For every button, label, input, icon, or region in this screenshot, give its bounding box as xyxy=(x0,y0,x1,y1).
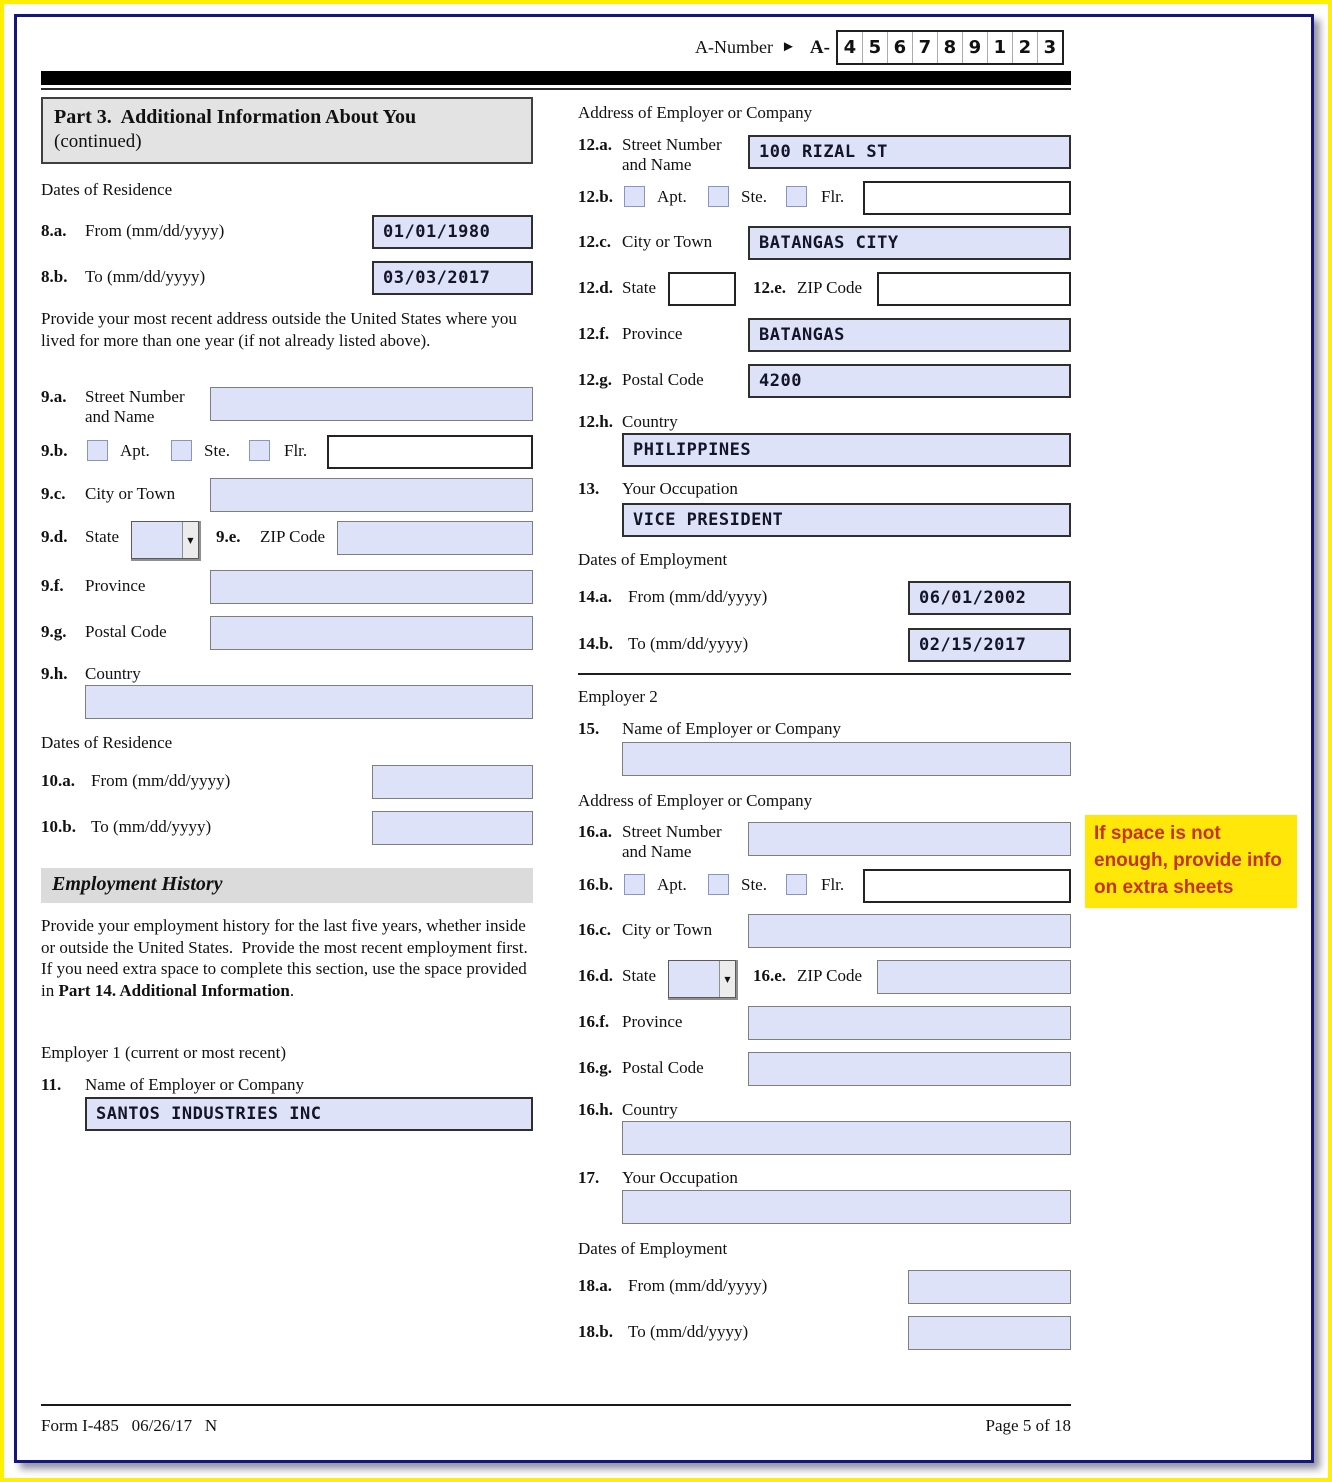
ste-checkbox-9b[interactable] xyxy=(171,440,192,461)
field-12d-state-input[interactable] xyxy=(668,272,736,306)
field-16b-number: 16.b. xyxy=(578,875,613,894)
recent-address-intro: Provide your most recent address outside the United States where you lived for more than one year (if not already listed above). xyxy=(41,309,522,350)
row-8a xyxy=(41,215,533,249)
a-number-digit[interactable]: 7 xyxy=(912,32,937,63)
field-12c-city-input[interactable]: BATANGAS CITY xyxy=(748,226,1071,260)
field-16g-label: 16.g. Postal Code xyxy=(578,1058,704,1077)
form-edition: Form I-485 06/26/17 N xyxy=(41,1416,218,1435)
footer xyxy=(41,1416,1071,1436)
field-10a-label: 10.a. From (mm/dd/yyyy) xyxy=(41,771,231,790)
row-16g xyxy=(578,1052,1071,1086)
part3-header xyxy=(41,97,533,164)
field-14a-from-input[interactable]: 06/01/2002 xyxy=(908,581,1071,615)
ste-checkbox-16b[interactable] xyxy=(708,874,729,895)
field-9b-number: 9.b. xyxy=(41,441,68,460)
row-18a xyxy=(578,1270,1071,1304)
field-15-label: 15. Name of Employer or Company xyxy=(578,719,842,738)
a-number-digit[interactable]: 9 xyxy=(962,32,987,63)
employer1-address-heading: Address of Employer or Company xyxy=(578,103,813,122)
row-16f xyxy=(578,1006,1071,1040)
row-8b xyxy=(41,261,533,295)
row-11 xyxy=(41,1097,533,1131)
row-12c xyxy=(578,226,1071,260)
row-12d-12e xyxy=(578,272,1071,306)
row-12g xyxy=(578,364,1071,398)
field-12a-label: 12.a. Street Number and Name xyxy=(578,135,722,174)
row-9a xyxy=(41,387,533,431)
field-9e-label: 9.e. ZIP Code xyxy=(216,527,326,546)
field-12g-postal-input[interactable]: 4200 xyxy=(748,364,1071,398)
pointer-arrow-icon: ► xyxy=(780,39,796,55)
field-12c-label: 12.c. City or Town xyxy=(578,232,713,251)
row-9c xyxy=(41,478,533,512)
field-11-label: 11. Name of Employer or Company xyxy=(41,1075,305,1094)
field-8a-from-input[interactable]: 01/01/1980 xyxy=(372,215,533,249)
field-14b-label: 14.b. To (mm/dd/yyyy) xyxy=(578,634,749,653)
field-9c-city-input[interactable] xyxy=(210,478,533,512)
a-number-digit[interactable]: 5 xyxy=(862,32,887,63)
state-dropdown-value xyxy=(132,522,182,558)
row-17 xyxy=(578,1190,1071,1224)
chevron-down-icon[interactable]: ▼ xyxy=(719,961,735,997)
field-9c-label: 9.c. City or Town xyxy=(41,484,176,503)
field-9f-province-input[interactable] xyxy=(210,570,533,604)
row-12b xyxy=(578,181,1071,215)
field-9f-label: 9.f. Province xyxy=(41,576,146,595)
field-8b-to-input[interactable]: 03/03/2017 xyxy=(372,261,533,295)
field-18a-label: 18.a. From (mm/dd/yyyy) xyxy=(578,1276,768,1295)
part3-title: Part 3. Additional Information About You xyxy=(54,106,417,128)
field-14b-to-input[interactable]: 02/15/2017 xyxy=(908,628,1071,662)
row-12a xyxy=(578,135,1071,179)
employment-intro: Provide your employment history for the last five years, whether inside or outside the United States. Provide the most recent employment first. If you need extra space to complete this section, use the space provided in Part 14. Additional Information. xyxy=(41,916,537,1000)
field-16h-label: 16.h. Country xyxy=(578,1100,678,1119)
field-16b-unit-input[interactable] xyxy=(863,869,1071,903)
field-10b-label: 10.b. To (mm/dd/yyyy) xyxy=(41,817,212,836)
field-12f-label: 12.f. Province xyxy=(578,324,683,343)
field-18b-label: 18.b. To (mm/dd/yyyy) xyxy=(578,1322,749,1341)
apt-checkbox-16b[interactable] xyxy=(624,874,645,895)
a-number-digit[interactable]: 4 xyxy=(843,37,857,58)
part3-subtitle: (continued) xyxy=(54,131,142,152)
apt-label-9b: Apt. xyxy=(120,441,150,460)
field-16c-label: 16.c. City or Town xyxy=(578,920,713,939)
field-9e-zip-input[interactable] xyxy=(337,521,533,555)
field-12g-label: 12.g. Postal Code xyxy=(578,370,704,389)
a-number-digit[interactable]: 8 xyxy=(937,32,962,63)
ste-label-9b: Ste. xyxy=(204,441,230,460)
field-12b-unit-input[interactable] xyxy=(863,181,1071,215)
field-14a-label: 14.a. From (mm/dd/yyyy) xyxy=(578,587,768,606)
a-number-digit[interactable]: 3 xyxy=(1037,32,1062,63)
section-dates-of-employment-1: Dates of Employment xyxy=(578,550,728,569)
ste-checkbox-12b[interactable] xyxy=(708,186,729,207)
field-9a-label: 9.a. Street Number and Name xyxy=(41,387,185,426)
field-9a-street-input[interactable] xyxy=(210,387,533,421)
a-number-digit[interactable]: 6 xyxy=(887,32,912,63)
field-9d-state-dropdown[interactable] xyxy=(131,521,199,559)
field-8b-label: 8.b. To (mm/dd/yyyy) xyxy=(41,267,206,286)
field-12b-number: 12.b. xyxy=(578,187,613,206)
field-16f-label: 16.f. Province xyxy=(578,1012,683,1031)
field-18b-to-input[interactable] xyxy=(908,1316,1071,1350)
row-16d-16e xyxy=(578,960,1071,998)
field-8a-label: 8.a. From (mm/dd/yyyy) xyxy=(41,221,225,240)
field-16f-province-input[interactable] xyxy=(748,1006,1071,1040)
row-14a xyxy=(578,581,1071,615)
row-16b xyxy=(578,869,1071,903)
field-9h-country-input[interactable] xyxy=(85,685,533,719)
row-12h xyxy=(578,433,1071,467)
a-number-digit[interactable]: 2 xyxy=(1012,32,1037,63)
row-13 xyxy=(578,503,1071,537)
form-page xyxy=(14,14,1314,1463)
row-9f xyxy=(41,570,533,604)
flr-checkbox-16b[interactable] xyxy=(786,874,807,895)
employer-divider xyxy=(578,673,1071,675)
a-number-prefix: A- xyxy=(809,36,830,58)
field-16g-postal-input[interactable] xyxy=(748,1052,1071,1086)
ste-label-16b: Ste. xyxy=(741,875,767,894)
row-12f xyxy=(578,318,1071,352)
field-17-occupation-input[interactable] xyxy=(622,1190,1071,1224)
employer2-address-heading: Address of Employer or Company xyxy=(578,791,813,810)
field-12f-province-input[interactable]: BATANGAS xyxy=(748,318,1071,352)
field-16c-city-input[interactable] xyxy=(748,914,1071,948)
field-16a-label: 16.a. Street Number and Name xyxy=(578,822,722,861)
field-12h-label: 12.h. Country xyxy=(578,412,678,431)
field-9g-postal-input[interactable] xyxy=(210,616,533,650)
field-12h-country-input[interactable]: PHILIPPINES xyxy=(622,433,1071,467)
row-16c xyxy=(578,914,1071,948)
field-16a-street-input[interactable] xyxy=(748,822,1071,856)
field-16e-label: 16.e. ZIP Code xyxy=(753,966,863,985)
field-12e-label: 12.e. ZIP Code xyxy=(753,278,863,297)
row-16h xyxy=(578,1121,1071,1155)
section-dates-of-residence-1: Dates of Residence xyxy=(41,180,173,199)
field-16e-zip-input[interactable] xyxy=(877,960,1071,994)
employment-history-header: Employment History xyxy=(41,868,533,903)
a-number-label: A-Number xyxy=(695,37,773,57)
field-9g-label: 9.g. Postal Code xyxy=(41,622,167,641)
state-dropdown-value xyxy=(669,961,719,997)
field-9b-unit-input[interactable] xyxy=(327,435,533,469)
field-16d-label: 16.d. State xyxy=(578,966,656,985)
flr-label-16b: Flr. xyxy=(821,875,845,894)
field-12d-label: 12.d. State xyxy=(578,278,656,297)
apt-label-12b: Apt. xyxy=(657,187,687,206)
flr-checkbox-12b[interactable] xyxy=(786,186,807,207)
page-number: Page 5 of 18 xyxy=(985,1416,1071,1435)
apt-label-16b: Apt. xyxy=(657,875,687,894)
row-10a xyxy=(41,765,533,799)
flr-label-9b: Flr. xyxy=(284,441,308,460)
field-16h-country-input[interactable] xyxy=(622,1121,1071,1155)
right-column xyxy=(578,17,1071,1460)
field-10b-to-input[interactable] xyxy=(372,811,533,845)
field-11-employer-name-input[interactable]: SANTOS INDUSTRIES INC xyxy=(85,1097,533,1131)
row-16a xyxy=(578,822,1071,866)
field-16d-state-dropdown[interactable] xyxy=(668,960,736,998)
section-dates-of-residence-2: Dates of Residence xyxy=(41,733,173,752)
flr-label-12b: Flr. xyxy=(821,187,845,206)
field-18a-from-input[interactable] xyxy=(908,1270,1071,1304)
field-12a-street-input[interactable]: 100 RIZAL ST xyxy=(748,135,1071,169)
field-13-occupation-input[interactable]: VICE PRESIDENT xyxy=(622,503,1071,537)
flr-checkbox-9b[interactable] xyxy=(249,440,270,461)
apt-checkbox-12b[interactable] xyxy=(624,186,645,207)
row-18b xyxy=(578,1316,1071,1350)
a-number-digit[interactable]: 1 xyxy=(987,32,1012,63)
extra-sheets-note: If space is not enough, provide info on extra sheets xyxy=(1085,815,1297,908)
row-9h xyxy=(41,685,533,719)
employer1-heading: Employer 1 (current or most recent) xyxy=(41,1043,286,1062)
left-column xyxy=(41,17,537,1460)
row-9g xyxy=(41,616,533,650)
field-9h-label: 9.h. Country xyxy=(41,664,141,683)
row-9d-9e xyxy=(41,521,533,559)
row-9b xyxy=(41,435,533,469)
row-14b xyxy=(578,628,1071,662)
field-15-employer-name-input[interactable] xyxy=(622,742,1071,776)
field-13-label: 13. Your Occupation xyxy=(578,479,738,498)
field-9d-label: 9.d. State xyxy=(41,527,119,546)
section-dates-of-employment-2: Dates of Employment xyxy=(578,1239,728,1258)
apt-checkbox-9b[interactable] xyxy=(87,440,108,461)
field-12e-zip-input[interactable] xyxy=(877,272,1071,306)
row-15 xyxy=(578,742,1071,776)
ste-label-12b: Ste. xyxy=(741,187,767,206)
chevron-down-icon[interactable]: ▼ xyxy=(182,522,198,558)
field-17-label: 17. Your Occupation xyxy=(578,1168,738,1187)
row-10b xyxy=(41,811,533,845)
employer2-heading: Employer 2 xyxy=(578,687,658,706)
field-10a-from-input[interactable] xyxy=(372,765,533,799)
footer-line xyxy=(41,1404,1071,1406)
